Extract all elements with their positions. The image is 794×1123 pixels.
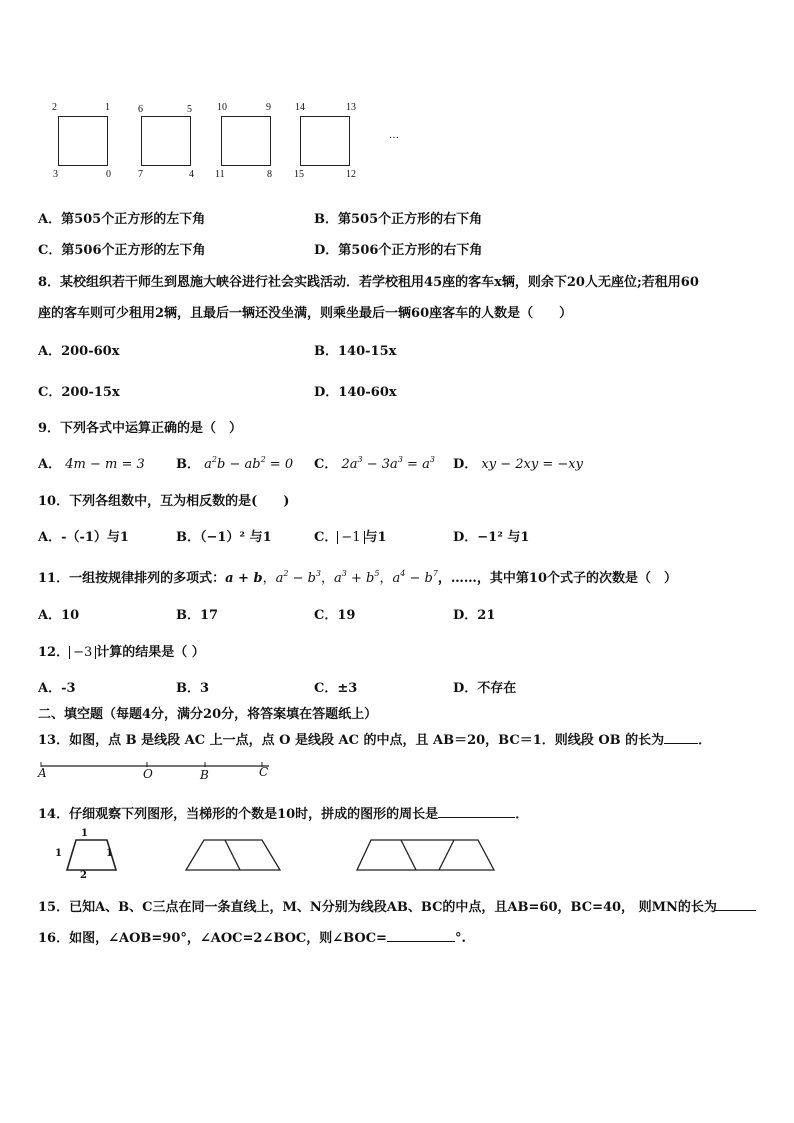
q10-option-b: B．（−1）² 与1 [176,530,272,545]
q8-stem-line2: 座的客车则可少租用2辆，且最后一辆还没坐满，则乘坐最后一辆60座客车的人数是（ ） [38,306,573,321]
math-expression: $a^2 - b^3$ [275,569,322,586]
point-label-b: B [200,768,209,782]
answer-blank [714,898,756,911]
q15-stem: 15．已知A、B、C三点在同一条直线上，M、N分别为线段AB、BC的中点，且AB=60，BC=40， 则MN的长为 [38,900,717,915]
q13-stem: 13．如图，点 B 是线段 AC 上一点，点 O 是线段 AC 的中点，且 AB＝20，BC＝1．则线段 OB 的长为 ． [38,733,712,748]
q12-stem: 12． −3 计算的结果是（ ） [38,645,205,660]
q12-option-a: A．-3 [38,681,76,696]
q9-option-d: D． xy − 2xy = −xy [453,457,583,472]
q12-option-b: B．3 [176,681,210,696]
q10-option-c: C． −1 与1 [314,530,387,545]
corner-label: 11 [215,169,225,180]
q7-option-b: B．第505个正方形的右下角 [314,212,483,227]
corner-label: 4 [189,169,194,180]
q9-stem: 9．下列各式中运算正确的是（ ） [38,421,243,436]
q14-trapezoid-figure [50,832,510,884]
q8-option-d: D．140-60x [314,385,397,400]
corner-label: 0 [106,169,111,180]
point-label-c: C [259,765,269,779]
answer-blank [387,929,455,942]
q8-option-a: A．200-60x [38,344,120,359]
corner-label: 13 [346,102,356,113]
q9-option-a: A． 4m − m = 3 [38,457,145,472]
q8-option-b: B．140-15x [314,344,397,359]
q8-stem-line1: 8．某校组织若干师生到恩施大峡谷进行社会实践活动．若学校租用45座的客车x辆，则余下20人无座位;若租用60 [38,275,699,290]
answer-blank [438,805,515,818]
q7-option-a: A．第505个正方形的左下角 [38,212,206,227]
q9-option-b: B． $a^2b - ab^2 = 0$ [176,455,294,472]
section-heading: 二、填空题（每题4分，满分20分，将答案填在答题纸上） [38,707,378,722]
q10-stem: 10．下列各组数中，互为相反数的是( ) [38,494,290,509]
answer-blank [664,731,698,744]
q10-option-d: D．−1² 与1 [453,530,530,545]
q11-option-b: B．17 [176,608,219,623]
trapezoid-label-bottom: 2 [80,870,87,881]
corner-label: 6 [138,104,143,115]
math-expression: $a^2b - ab^2 = 0$ [204,455,294,472]
square-1 [58,116,108,166]
square-3 [221,116,271,166]
q9-option-c: C． $2a^3 - 3a^3 = a^3$ [314,455,435,472]
q11-option-c: C．19 [314,608,356,623]
trapezoid-label-left: 1 [55,848,62,859]
corner-label: 3 [53,169,58,180]
math-expression: 4m − m = 3 [65,457,145,472]
corner-label: 12 [346,169,356,180]
q8-option-c: C．200-15x [38,385,120,400]
point-label-o: O [143,767,153,781]
q12-option-d: D．不存在 [453,681,517,696]
square-4 [300,116,350,166]
square-2 [141,116,191,166]
q16-stem: 16．如图，∠AOB=90°，∠AOC=2∠BOC，则∠BOC= °. [38,931,466,946]
absolute-value: −1 [337,531,364,544]
corner-label: 2 [52,102,57,113]
corner-label: 15 [294,169,304,180]
point-label-a: A [38,766,47,780]
corner-label: 10 [217,102,227,113]
q10-option-a: A．-（-1）与1 [38,530,129,545]
math-expression: xy − 2xy = −xy [481,457,583,472]
corner-label: 14 [295,102,305,113]
math-expression: $a^4 - b^7$ [392,569,438,586]
math-expression: $a^3 + b^5$ [334,569,380,586]
corner-label: 7 [138,169,143,180]
corner-label: 1 [105,102,110,113]
trapezoid-label-right: 1 [106,848,113,859]
corner-label: 5 [187,104,192,115]
q7-option-d: D．第506个正方形的右下角 [314,243,483,258]
q11-option-a: A．10 [38,608,80,623]
q12-option-c: C．±3 [314,681,358,696]
math-expression: a + b [225,571,263,586]
absolute-value: −3 [69,646,96,659]
math-expression: $2a^3 - 3a^3 = a^3$ [341,455,435,472]
ellipsis: … [389,130,399,141]
corner-label: 9 [266,102,271,113]
q13-line-figure [34,758,284,784]
corner-label: 8 [267,169,272,180]
q14-stem: 14．仔细观察下列图形，当梯形的个数是10时，拼成的图形的周长是 ． [38,807,529,822]
q11-stem: 11．一组按规律排列的多项式：a + b，$a^2 - b^3$，$a^3 + b^5$，$a^4 - b^7$，……，其中第10个式子的次数是（ ） [38,569,678,586]
trapezoid-label-top: 1 [81,828,88,839]
q7-option-c: C．第506个正方形的左下角 [38,243,206,258]
q11-option-d: D．21 [453,608,496,623]
